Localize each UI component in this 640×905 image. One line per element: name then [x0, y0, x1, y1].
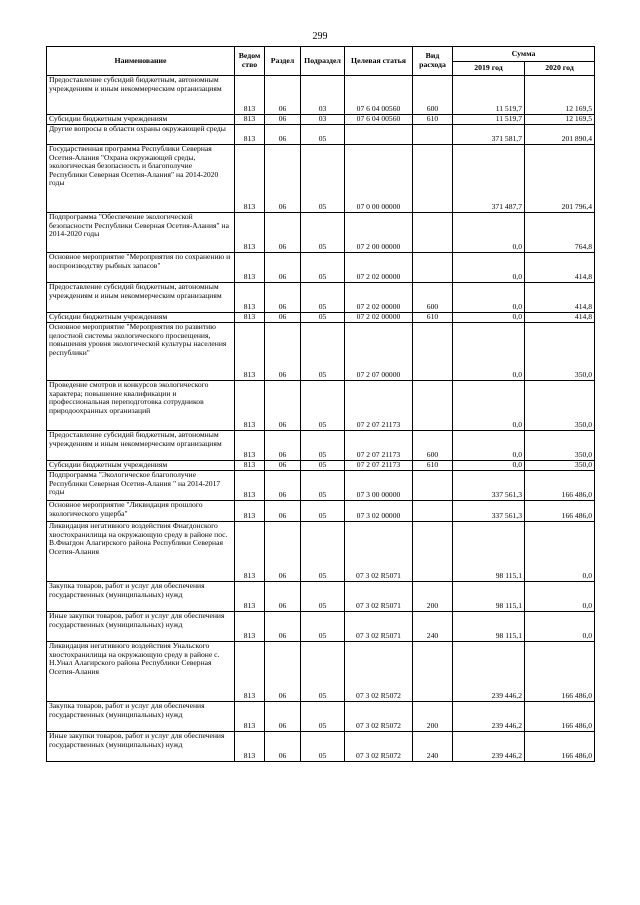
cell-2019: 98 115,1	[453, 522, 525, 582]
cell-csr: 07 3 02 R5071	[345, 522, 413, 582]
cell-2020: 12 169,5	[525, 115, 595, 125]
cell-name: Основное мероприятие "Мероприятия по развитию целостной системы экологического просвещения, повышения уровня экологической культуры населения республики"	[47, 323, 235, 381]
cell-name: Субсидии бюджетным учреждениям	[47, 313, 235, 323]
cell-2020: 0,0	[525, 612, 595, 642]
cell-csr: 07 2 00 00000	[345, 213, 413, 253]
table-row	[47, 115, 595, 125]
cell-2020: 166 486,0	[525, 702, 595, 732]
table-row	[47, 431, 595, 461]
cell-razdel: 06	[265, 431, 301, 461]
cell-2020: 414,8	[525, 313, 595, 323]
table-row	[47, 76, 595, 115]
cell-razdel: 06	[265, 501, 301, 522]
cell-2019: 0,0	[453, 431, 525, 461]
table-row	[47, 582, 595, 612]
cell-razdel: 06	[265, 125, 301, 145]
cell-csr: 07 3 02 R5071	[345, 582, 413, 612]
cell-2020: 414,8	[525, 283, 595, 313]
cell-podrazdel: 05	[301, 522, 345, 582]
cell-ved: 813	[235, 501, 265, 522]
cell-ved: 813	[235, 732, 265, 762]
cell-razdel: 06	[265, 313, 301, 323]
cell-vr: 610	[413, 313, 453, 323]
cell-ved: 813	[235, 213, 265, 253]
cell-ved: 813	[235, 461, 265, 471]
cell-ved: 813	[235, 145, 265, 213]
cell-razdel: 06	[265, 702, 301, 732]
cell-2020: 764,8	[525, 213, 595, 253]
table-row	[47, 732, 595, 762]
cell-razdel: 06	[265, 732, 301, 762]
cell-razdel: 06	[265, 253, 301, 283]
cell-razdel: 06	[265, 461, 301, 471]
table-row	[47, 471, 595, 501]
cell-name: Субсидии бюджетным учреждениям	[47, 115, 235, 125]
header-name: Наименование	[47, 47, 235, 76]
cell-2020: 166 486,0	[525, 501, 595, 522]
cell-csr: 07 6 04 00560	[345, 115, 413, 125]
cell-podrazdel: 05	[301, 702, 345, 732]
cell-podrazdel: 03	[301, 115, 345, 125]
cell-name: Ликвидация негативного воздействия Фиагдонского хвостохранилища на окружающую среду в районе пос. В.Фиагдон Алагирского района Республики Северная Осетия-Алания	[47, 522, 235, 582]
cell-name: Ликвидация негативного воздействия Унальского хвостохранилища на окружающую среду в районе с. Н.Унал Алагирского района Республики Северная Осетия-Алания	[47, 642, 235, 702]
cell-vr	[413, 501, 453, 522]
table-row	[47, 313, 595, 323]
cell-vr	[413, 642, 453, 702]
header-podrazdel: Подраздел	[301, 47, 345, 76]
cell-2020: 201 796,4	[525, 145, 595, 213]
cell-2019: 0,0	[453, 283, 525, 313]
cell-podrazdel: 05	[301, 501, 345, 522]
table-row	[47, 213, 595, 253]
cell-ved: 813	[235, 642, 265, 702]
cell-vr: 600	[413, 283, 453, 313]
cell-name: Предоставление субсидий бюджетным, автономным учреждениям и иным некоммерческим организациям	[47, 283, 235, 313]
cell-podrazdel: 05	[301, 381, 345, 431]
cell-name: Иные закупки товаров, работ и услуг для обеспечения государственных (муниципальных) нужд	[47, 612, 235, 642]
cell-2019: 239 446,2	[453, 642, 525, 702]
cell-ved: 813	[235, 125, 265, 145]
cell-podrazdel: 05	[301, 582, 345, 612]
cell-vr: 610	[413, 115, 453, 125]
cell-podrazdel: 05	[301, 431, 345, 461]
cell-csr: 07 2 07 21173	[345, 461, 413, 471]
cell-csr: 07 3 02 00000	[345, 501, 413, 522]
cell-ved: 813	[235, 431, 265, 461]
cell-2019: 239 446,2	[453, 732, 525, 762]
cell-vr	[413, 253, 453, 283]
cell-2019: 0,0	[453, 323, 525, 381]
header-2020: 2020 год	[525, 62, 595, 76]
cell-csr: 07 2 07 21173	[345, 381, 413, 431]
cell-name: Субсидии бюджетным учреждениям	[47, 461, 235, 471]
cell-2019: 0,0	[453, 381, 525, 431]
cell-name: Предоставление субсидий бюджетным, автономным учреждениям и иным некоммерческим организациям	[47, 431, 235, 461]
header-razdel: Раздел	[265, 47, 301, 76]
table-row	[47, 612, 595, 642]
cell-2019: 239 446,2	[453, 702, 525, 732]
cell-csr: 07 2 02 00000	[345, 313, 413, 323]
cell-vr: 600	[413, 76, 453, 115]
cell-podrazdel: 05	[301, 283, 345, 313]
cell-2020: 166 486,0	[525, 471, 595, 501]
cell-2020: 350,0	[525, 461, 595, 471]
cell-ved: 813	[235, 323, 265, 381]
cell-ved: 813	[235, 702, 265, 732]
cell-2019: 11 519,7	[453, 76, 525, 115]
cell-razdel: 06	[265, 323, 301, 381]
cell-2019: 0,0	[453, 313, 525, 323]
cell-csr: 07 2 07 21173	[345, 431, 413, 461]
cell-podrazdel: 05	[301, 642, 345, 702]
cell-name: Основное мероприятие "Ликвидация прошлого экологического ущерба"	[47, 501, 235, 522]
page-number: 299	[312, 31, 328, 42]
cell-ved: 813	[235, 471, 265, 501]
cell-name: Другие вопросы в области охраны окружающей среды	[47, 125, 235, 145]
cell-ved: 813	[235, 522, 265, 582]
table-row	[47, 125, 595, 145]
header-ved: Ведом ство	[235, 47, 265, 76]
cell-2019: 371 581,7	[453, 125, 525, 145]
cell-razdel: 06	[265, 115, 301, 125]
cell-2020: 201 890,4	[525, 125, 595, 145]
cell-name: Иные закупки товаров, работ и услуг для обеспечения государственных (муниципальных) нужд	[47, 732, 235, 762]
cell-razdel: 06	[265, 283, 301, 313]
cell-csr: 07 0 00 00000	[345, 145, 413, 213]
table-row	[47, 381, 595, 431]
table-row	[47, 253, 595, 283]
cell-csr	[345, 125, 413, 145]
header-csr: Целевая статья	[345, 47, 413, 76]
table-row	[47, 522, 595, 582]
cell-vr: 240	[413, 732, 453, 762]
cell-vr	[413, 323, 453, 381]
cell-podrazdel: 05	[301, 213, 345, 253]
cell-2019: 337 561,3	[453, 501, 525, 522]
cell-razdel: 06	[265, 381, 301, 431]
cell-name: Проведение смотров и конкурсов экологического характера; повышение квалификации и профессиональная переподготовка сотрудников природоохранных организаций	[47, 381, 235, 431]
cell-razdel: 06	[265, 213, 301, 253]
cell-2020: 0,0	[525, 522, 595, 582]
cell-ved: 813	[235, 313, 265, 323]
table-row	[47, 461, 595, 471]
cell-name: Закупка товаров, работ и услуг для обеспечения государственных (муниципальных) нужд	[47, 582, 235, 612]
table-row	[47, 323, 595, 381]
cell-razdel: 06	[265, 612, 301, 642]
cell-2020: 12 169,5	[525, 76, 595, 115]
cell-csr: 07 6 04 00560	[345, 76, 413, 115]
cell-ved: 813	[235, 283, 265, 313]
cell-2019: 0,0	[453, 213, 525, 253]
table-header	[47, 47, 595, 76]
cell-vr	[413, 145, 453, 213]
cell-podrazdel: 05	[301, 313, 345, 323]
cell-ved: 813	[235, 76, 265, 115]
cell-podrazdel: 05	[301, 732, 345, 762]
cell-razdel: 06	[265, 522, 301, 582]
cell-podrazdel: 05	[301, 253, 345, 283]
cell-razdel: 06	[265, 582, 301, 612]
table-row	[47, 145, 595, 213]
cell-csr: 07 2 07 00000	[345, 323, 413, 381]
cell-vr: 240	[413, 612, 453, 642]
cell-podrazdel: 05	[301, 461, 345, 471]
cell-name: Подпрограмма "Обеспечение экологической безопасности Республики Северная Осетия-Алания" на 2014-2020 годы	[47, 213, 235, 253]
cell-vr	[413, 213, 453, 253]
cell-2020: 0,0	[525, 582, 595, 612]
cell-podrazdel: 03	[301, 76, 345, 115]
cell-ved: 813	[235, 253, 265, 283]
cell-vr: 200	[413, 702, 453, 732]
cell-name: Государственная программа Республики Северная Осетия-Алания "Охрана окружающей среды, экологическая безопасность и благополучие Республики Северная Осетия-Алания" на 2014-2020 годы	[47, 145, 235, 213]
cell-ved: 813	[235, 381, 265, 431]
cell-2020: 350,0	[525, 323, 595, 381]
cell-name: Закупка товаров, работ и услуг для обеспечения государственных (муниципальных) нужд	[47, 702, 235, 732]
cell-razdel: 06	[265, 76, 301, 115]
cell-razdel: 06	[265, 145, 301, 213]
cell-podrazdel: 05	[301, 323, 345, 381]
cell-podrazdel: 05	[301, 125, 345, 145]
table-row	[47, 642, 595, 702]
header-vr: Вид расхода	[413, 47, 453, 76]
cell-vr	[413, 381, 453, 431]
cell-csr: 07 3 00 00000	[345, 471, 413, 501]
cell-podrazdel: 05	[301, 145, 345, 213]
cell-2020: 414,8	[525, 253, 595, 283]
cell-ved: 813	[235, 612, 265, 642]
table-row	[47, 283, 595, 313]
cell-2019: 98 115,1	[453, 612, 525, 642]
cell-2019: 0,0	[453, 461, 525, 471]
header-2019: 2019 год	[453, 62, 525, 76]
cell-name: Подпрограмма "Экологическое благополучие Республики Северная Осетия-Алания " на 2014-2017 годы	[47, 471, 235, 501]
cell-csr: 07 3 02 R5072	[345, 702, 413, 732]
cell-vr: 200	[413, 582, 453, 612]
cell-name: Основное мероприятие "Мероприятия по сохранению и воспроизводству рыбных запасов"	[47, 253, 235, 283]
cell-csr: 07 2 02 00000	[345, 283, 413, 313]
table-row	[47, 702, 595, 732]
cell-2020: 166 486,0	[525, 732, 595, 762]
cell-podrazdel: 05	[301, 471, 345, 501]
cell-2019: 0,0	[453, 253, 525, 283]
cell-ved: 813	[235, 582, 265, 612]
budget-table	[46, 46, 595, 762]
cell-podrazdel: 05	[301, 612, 345, 642]
cell-2019: 11 519,7	[453, 115, 525, 125]
cell-name: Предоставление субсидий бюджетным, автономным учреждениям и иным некоммерческим организациям	[47, 76, 235, 115]
cell-2019: 371 487,7	[453, 145, 525, 213]
cell-2019: 98 115,1	[453, 582, 525, 612]
table-row	[47, 501, 595, 522]
cell-2020: 350,0	[525, 381, 595, 431]
header-sum: Сумма	[453, 47, 595, 62]
cell-csr: 07 3 02 R5071	[345, 612, 413, 642]
cell-vr	[413, 522, 453, 582]
cell-2020: 350,0	[525, 431, 595, 461]
cell-razdel: 06	[265, 471, 301, 501]
cell-csr: 07 3 02 R5072	[345, 732, 413, 762]
cell-2020: 166 486,0	[525, 642, 595, 702]
cell-razdel: 06	[265, 642, 301, 702]
cell-vr	[413, 471, 453, 501]
cell-vr	[413, 125, 453, 145]
cell-csr: 07 3 02 R5072	[345, 642, 413, 702]
cell-vr: 610	[413, 461, 453, 471]
cell-2019: 337 561,3	[453, 471, 525, 501]
cell-csr: 07 2 02 00000	[345, 253, 413, 283]
cell-vr: 600	[413, 431, 453, 461]
cell-ved: 813	[235, 115, 265, 125]
table-body	[47, 76, 595, 762]
